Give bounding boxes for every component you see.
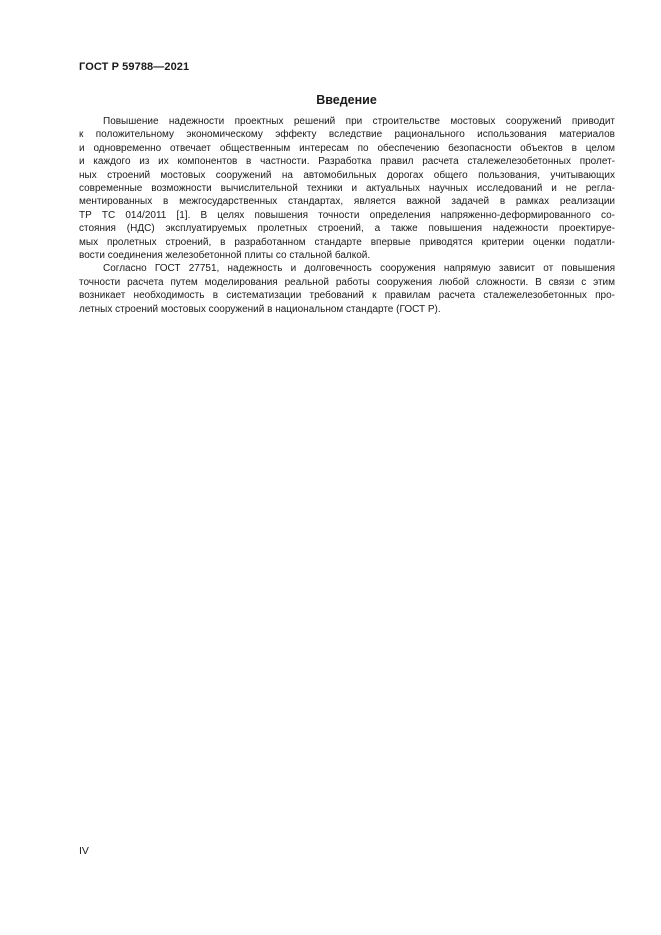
text-line: стояния (НДС) эксплуатируемых пролетных строений, а также повышения надежности проектируе- xyxy=(79,223,615,235)
section-title: Введение xyxy=(316,93,377,107)
text-line: и каждого из их компонентов в частности. Разработка правил расчета сталежелезобетонных пролет- xyxy=(79,156,615,168)
text-line: летных строений мостовых сооружений в национальном стандарте (ГОСТ Р). xyxy=(79,303,441,315)
text-line: мых пролетных строений, в разработанном стандарте впервые приводятся критерии оценки податли- xyxy=(79,236,615,248)
paragraph-1 xyxy=(79,115,615,262)
paragraph-2 xyxy=(79,262,615,316)
text-line: ТР ТС 014/2011 [1]. В целях повышения точности определения напряженно-деформированного со- xyxy=(79,209,615,221)
document-header: ГОСТ Р 59788—2021 xyxy=(79,61,190,73)
text-line: ных строений мостовых сооружений на автомобильных дорогах общего пользования, учитывающих xyxy=(79,169,615,181)
text-line: современные возможности вычислительной техники и актуальных научных исследований и не регла- xyxy=(79,183,615,195)
text-line: и одновременно отвечает общественным интересам по обеспечению безопасности объектов в целом xyxy=(79,142,615,154)
text-line: точности расчета путем моделирования реальной работы сооружения любой сложности. В связи с этим xyxy=(79,276,615,288)
page-number: IV xyxy=(79,845,89,857)
text-line: к положительному экономическому эффекту вследствие рационального использования материалов xyxy=(79,129,615,141)
text-line: вости соединения железобетонной плиты со стальной балкой. xyxy=(79,250,371,262)
text-line: возникает необходимость в систематизации требований к правилам расчета сталежелезобетонных про- xyxy=(79,290,615,302)
document-body xyxy=(79,115,615,316)
text-line: Согласно ГОСТ 27751, надежность и долговечность сооружения напрямую зависит от повышения xyxy=(103,263,615,275)
text-line: ментированных в межгосударственных стандартах, является важной задачей в рамках реализации xyxy=(79,196,615,208)
text-line: Повышение надежности проектных решений при строительстве мостовых сооружений приводит xyxy=(103,116,615,127)
